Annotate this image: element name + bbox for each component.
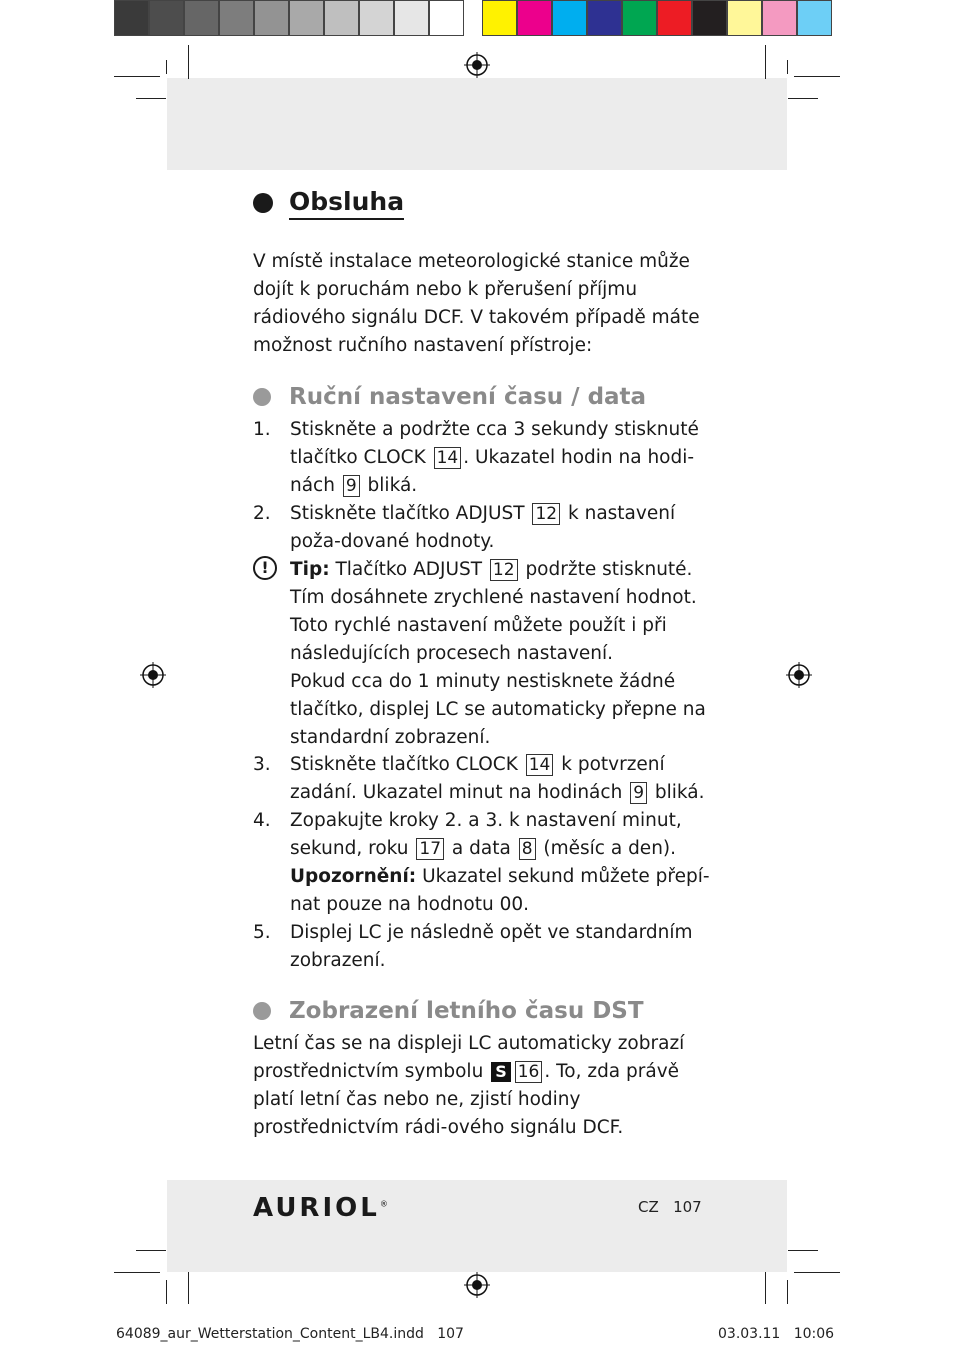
file-date: 03.03.11 10:06: [718, 1326, 835, 1342]
crop-mark: [166, 60, 167, 74]
color-swatch-bar: [482, 0, 832, 38]
step-number: 5.: [253, 922, 271, 943]
tip-text: [290, 556, 710, 752]
color-swatch: [657, 0, 692, 36]
crop-mark: [787, 1280, 788, 1304]
text-run: bliká.: [361, 475, 418, 496]
text-run: a data: [446, 838, 517, 859]
crop-mark: [188, 45, 189, 79]
color-swatch: [727, 0, 762, 36]
crop-mark: [787, 60, 788, 74]
color-swatch: [289, 0, 324, 36]
step-text: [290, 807, 710, 919]
language-code: CZ: [638, 1198, 659, 1216]
bullet-icon: [253, 388, 271, 406]
color-swatch: [552, 0, 587, 36]
crop-mark: [136, 1250, 166, 1251]
crop-mark: [114, 76, 160, 77]
section-title: Obsluha: [289, 187, 404, 220]
brand-name: AURIOL: [253, 1193, 380, 1223]
reference-box: 16: [515, 1061, 543, 1083]
step-number: 3.: [253, 754, 271, 775]
color-swatch: [692, 0, 727, 36]
color-swatch: [114, 0, 149, 36]
crop-mark: [794, 1272, 840, 1273]
reference-box: 12: [532, 503, 560, 525]
color-swatch: [517, 0, 552, 36]
subsection-title: Zobrazení letního času DST: [289, 998, 644, 1024]
step-text: [290, 751, 710, 807]
crop-mark: [114, 1272, 160, 1273]
color-swatch: [149, 0, 184, 36]
section-heading: [253, 186, 404, 220]
file-slug: 64089_aur_Wetterstation_Content_LB4.indd 107: [116, 1326, 464, 1342]
note-label: Upozornění:: [290, 866, 417, 887]
gray-swatch-bar: [114, 0, 464, 38]
crop-mark: [166, 1280, 167, 1304]
color-swatch: [219, 0, 254, 36]
text-run: (měsíc a den).: [537, 838, 677, 859]
subsection-heading-manual: [253, 384, 646, 410]
dst-paragraph: [253, 1030, 709, 1142]
color-swatch: [587, 0, 622, 36]
bullet-icon: [253, 193, 273, 213]
step-number: 1.: [253, 419, 271, 440]
reference-box: 14: [434, 447, 462, 469]
page-footer: [638, 1198, 702, 1216]
registration-mark-icon: [464, 1272, 490, 1298]
color-swatch: [254, 0, 289, 36]
reference-box: 8: [519, 838, 536, 860]
text-run: k nastavení poža-dované hodnoty.: [290, 503, 676, 552]
step-number: 4.: [253, 810, 271, 831]
crop-mark: [188, 1270, 189, 1304]
reference-box: 17: [416, 838, 444, 860]
text-run: Stiskněte tlačítko CLOCK: [290, 754, 524, 775]
reference-box: 12: [490, 559, 518, 581]
text-run: Zopakujte kroky 2. a 3. k nastavení minut, sekund, roku: [290, 810, 682, 859]
subsection-title: Ruční nastavení času / data: [289, 384, 647, 410]
text-run: Ukazatel sekund můžete přepí-nat pouze na hodnotu 00.: [290, 866, 710, 915]
registration-mark-icon: [140, 662, 166, 688]
intro-paragraph: V místě instalace meteorologické stanice může dojít k poruchám nebo k přerušení příjmu rádiového signálu DCF. V takovém případě máte možnost ručního nastavení přístroje:: [253, 251, 700, 356]
reference-box: 14: [526, 754, 554, 776]
color-swatch: [184, 0, 219, 36]
bullet-icon: [253, 1002, 271, 1020]
tip-exclamation-icon: !: [253, 556, 277, 580]
text-run: Stiskněte tlačítko ADJUST: [290, 503, 531, 524]
color-swatch: [324, 0, 359, 36]
color-swatch: [482, 0, 517, 36]
text-run: Letní čas se na displeji LC automaticky zobrazí prostřednictvím symbolu: [253, 1033, 685, 1082]
step-text: [290, 500, 710, 556]
crop-mark: [765, 45, 766, 79]
step-text: [290, 416, 710, 500]
reference-box: 9: [343, 475, 360, 497]
crop-mark: [136, 98, 166, 99]
registration-mark-icon: [464, 52, 490, 78]
header-band: [167, 78, 787, 170]
brand-mark: ®: [379, 1199, 388, 1209]
color-swatch: [359, 0, 394, 36]
crop-mark: [788, 98, 818, 99]
color-swatch: [762, 0, 797, 36]
brand-logo: [253, 1193, 388, 1223]
text-run: Stiskněte a podržte cca 3 sekundy stisknuté tlačítko CLOCK: [290, 419, 699, 468]
text-run: podržte stisknuté. Tím dosáhnete zrychlené nastavení hodnot. Toto rychlé nastavení můžete použít i při následujících procesech nastavení.: [290, 559, 697, 664]
text-run: . Ukazatel hodin na hodi-nách: [290, 447, 695, 496]
color-swatch: [394, 0, 429, 36]
crop-mark: [788, 1250, 818, 1251]
step-text: Displej LC je následně opět ve standardním zobrazení.: [290, 922, 693, 971]
subsection-heading-dst: [253, 998, 644, 1024]
tip-label: Tip:: [290, 559, 330, 580]
crop-mark: [765, 1270, 766, 1304]
dst-symbol: S: [491, 1062, 511, 1082]
color-swatch: [429, 0, 464, 36]
text-run: . To, zda právě platí letní čas nebo ne, zjistí hodiny prostřednictvím rádi-ového signálu DCF.: [253, 1061, 680, 1138]
text-run: bliká.: [649, 782, 705, 803]
text-run: Tlačítko ADJUST: [329, 559, 488, 580]
text-run: Pokud cca do 1 minuty nestisknete žádné tlačítko, displej LC se automaticky přepne na standardní zobrazení.: [290, 671, 706, 748]
registration-mark-icon: [786, 662, 812, 688]
step-number: 2.: [253, 503, 271, 524]
color-swatch: [797, 0, 832, 36]
crop-mark: [794, 76, 840, 77]
reference-box: 9: [630, 782, 647, 804]
text-run: k potvrzení zadání. Ukazatel minut na hodinách: [290, 754, 665, 803]
color-swatch: [622, 0, 657, 36]
page-number: 107: [673, 1198, 702, 1216]
